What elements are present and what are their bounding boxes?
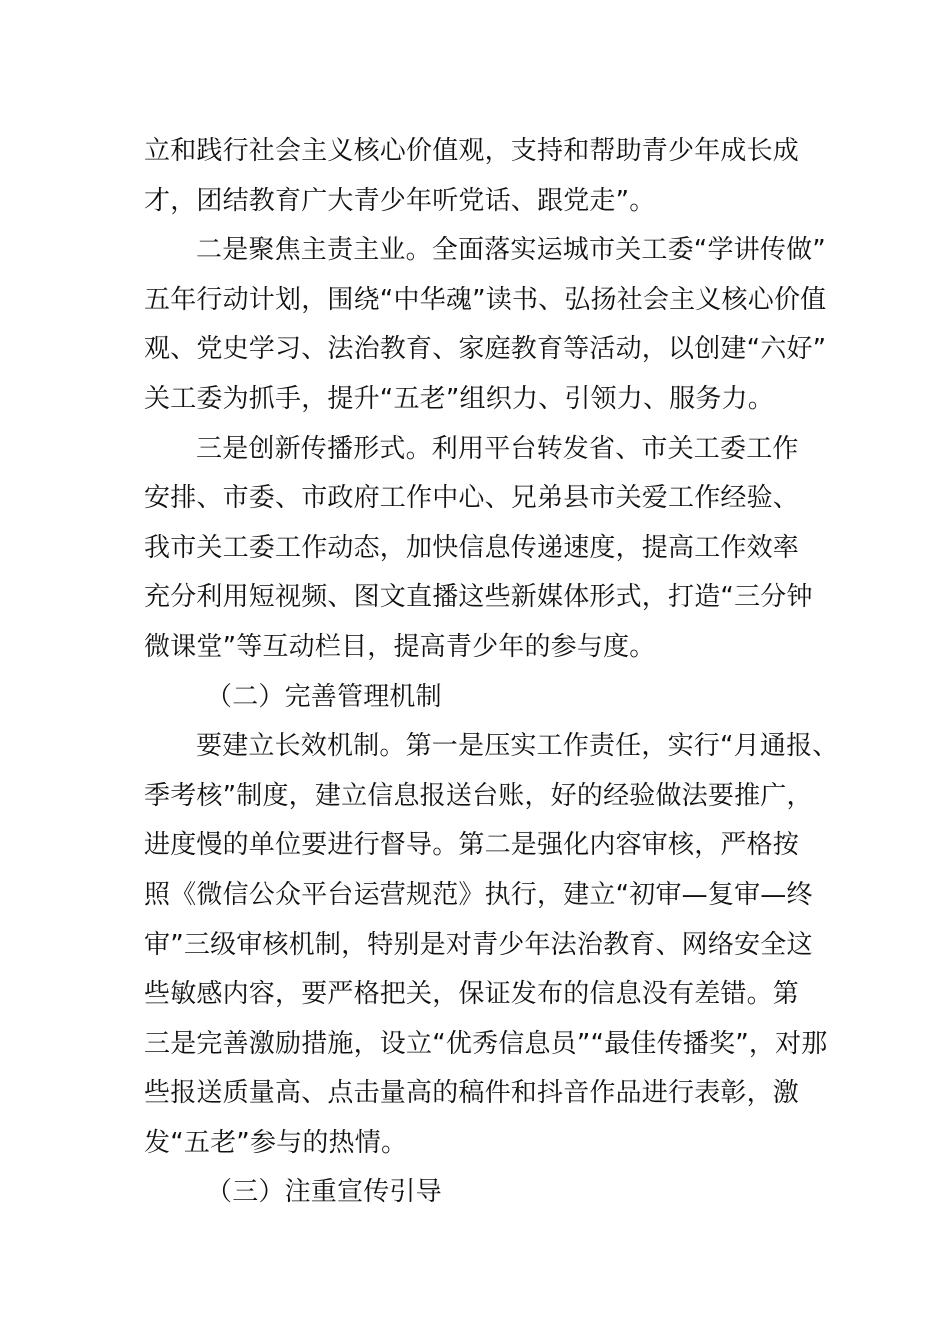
paragraph-line: 进度慢的单位要进行督导。第二是强化内容审核，严格按	[144, 830, 800, 861]
paragraph-line: 二是聚焦主责主业。全面落实运城市关工委“学讲传做”	[196, 235, 826, 266]
paragraph-line: 季考核”制度，建立信息报送台账，好的经验做法要推广，	[144, 780, 813, 811]
paragraph-line: 微课堂”等互动栏目，提高青少年的参与度。	[144, 631, 656, 662]
paragraph-line: 立和践行社会主义核心价值观，支持和帮助青少年成长成	[144, 136, 800, 166]
paragraph-line: 三是完善激励措施，设立“优秀信息员”“最佳传播奖”，对那	[144, 1028, 828, 1059]
paragraph-line: 要建立长效机制。第一是压实工作责任，实行“月通报、	[196, 731, 839, 762]
paragraph-line: 安排、市委、市政府工作中心、兄弟县市关爱工作经验、	[144, 483, 800, 514]
paragraph-line: 观、党史学习、法治教育、家庭教育等活动，以创建“六好”	[144, 334, 827, 365]
paragraph-line: 五年行动计划，围绕“中华魂”读书、弘扬社会主义核心价值	[144, 284, 827, 315]
paragraph-line: 发“五老”参与的热情。	[144, 1127, 408, 1158]
paragraph-line: 充分利用短视频、图文直播这些新媒体形式，打造“三分钟	[144, 582, 813, 613]
section-heading: （三）注重宣传引导	[206, 1177, 442, 1208]
paragraph-line: 些报送质量高、点击量高的稿件和抖音作品进行表彰，激	[144, 1078, 800, 1109]
paragraph-line: 些敏感内容，要严格把关，保证发布的信息没有差错。第	[144, 979, 800, 1010]
paragraph-line: 我市关工委工作动态，加快信息传递速度，提高工作效率	[144, 532, 800, 563]
paragraph-line: 照《微信公众平台运营规范》执行，建立“初审—复审—终	[144, 879, 813, 910]
paragraph-line: 关工委为抓手，提升“五老”组织力、引领力、服务力。	[144, 383, 774, 414]
document-body	[144, 127, 844, 1218]
paragraph-line: 审”三级审核机制，特别是对青少年法治教育、网络安全这	[144, 929, 813, 960]
paragraph-line: 三是创新传播形式。利用平台转发省、市关工委工作	[196, 433, 799, 464]
section-heading: （二）完善管理机制	[206, 681, 442, 712]
paragraph-line: 才，团结教育广大青少年听党话、跟党走”。	[144, 185, 656, 216]
